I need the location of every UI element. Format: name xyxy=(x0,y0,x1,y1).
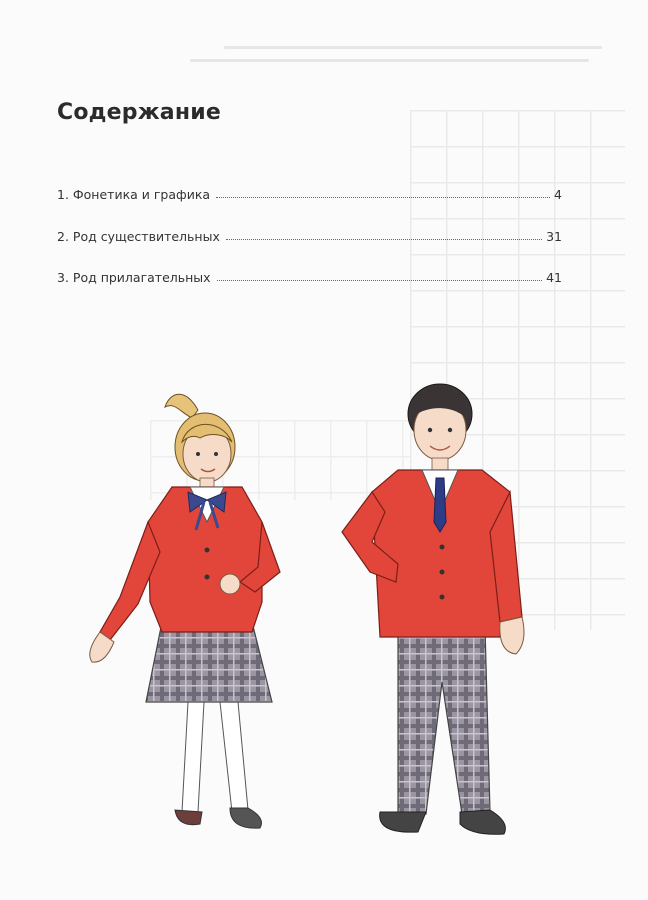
boy-figure xyxy=(342,384,524,834)
toc-leader-dots xyxy=(226,239,542,240)
page-title: Содержание xyxy=(57,100,221,125)
toc-item-page: 4 xyxy=(554,187,562,202)
toc-item-phonetics[interactable] xyxy=(57,180,562,202)
toc-item-label: 2. Род существительных xyxy=(57,228,220,244)
toc-leader-dots xyxy=(217,280,543,281)
toc-item-label: 1. Фонетика и графика xyxy=(57,187,211,202)
girl-figure xyxy=(90,394,280,828)
toc-item-page: 41 xyxy=(546,270,562,285)
toc-item-page: 31 xyxy=(546,228,562,244)
toc-item-label: 3. Род прилагательных xyxy=(57,270,211,285)
table-of-contents xyxy=(57,180,562,305)
reverse-page-bleed xyxy=(190,36,610,86)
toc-leader-dots xyxy=(216,197,550,198)
school-uniform-illustration xyxy=(80,372,540,892)
toc-item-adjective-gender[interactable] xyxy=(57,263,562,285)
toc-item-noun-gender[interactable] xyxy=(57,222,562,244)
